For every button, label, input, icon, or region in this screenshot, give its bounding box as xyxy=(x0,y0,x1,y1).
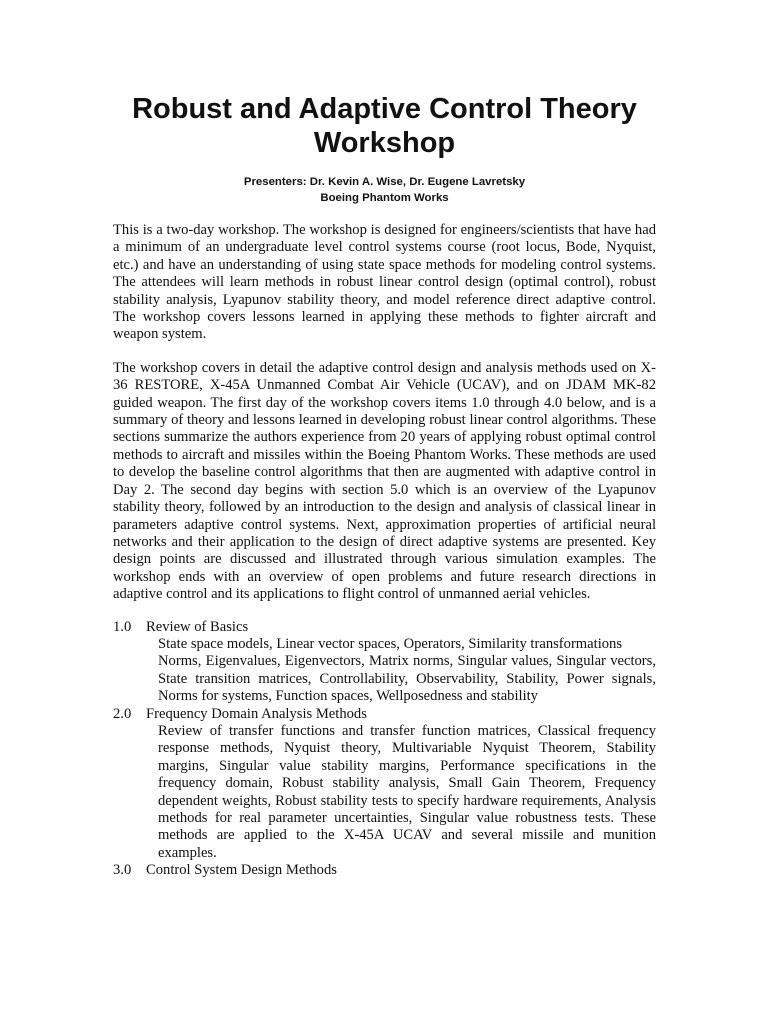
outline-item-heading xyxy=(113,706,656,723)
outline-item xyxy=(113,862,656,879)
outline-item xyxy=(113,706,656,863)
outline-item-number: 1.0 xyxy=(113,618,132,635)
outline-item-heading xyxy=(113,619,656,636)
outline-item-body: State space models, Linear vector spaces, Operators, Similarity transformations xyxy=(158,635,623,652)
affiliation-line: Boeing Phantom Works xyxy=(320,191,449,204)
outline-item-title: Control System Design Methods xyxy=(146,862,337,879)
workshop-outline xyxy=(113,619,656,880)
outline-item-title: Frequency Domain Analysis Methods xyxy=(146,705,367,722)
outline-item xyxy=(113,619,656,706)
presenters-line: Presenters: Dr. Kevin A. Wise, Dr. Eugene Lavretsky xyxy=(243,176,526,188)
presenters-block xyxy=(113,175,656,206)
overview-paragraph: The workshop covers in detail the adaptive control design and analysis methods used on X-36 RESTORE, X-45A Unmanned Combat Air Vehicle (UCAV), and on JDAM MK-82 guided weapon. The first day of the workshop covers items 1.0 through 4.0 below, and is a summary of theory and lessons learned in developing robust linear control algorithms. These sections summarize the authors experience from 20 years of applying robust optimal control methods to aircraft and missiles within the Boeing Phantom Works. These methods are used to develop the baseline control algorithms that then are augmented with adaptive control in Day 2. The second day begins with section 5.0 which is an overview of the Lyapunov stability theory, followed by an introduction to the design and analysis of classical linear in parameters adaptive control systems. Next, approximation properties of artificial neural networks and their application to the design of direct adaptive systems are presented. Key design points are discussed and illustrated through various simulation examples. The workshop ends with an overview of open problems and future research directions in adaptive control and its applications to flight control of unmanned aerial vehicles. xyxy=(113,359,656,603)
document-page xyxy=(113,90,656,880)
outline-item-number: 3.0 xyxy=(113,862,132,879)
title-line-2: Workshop xyxy=(313,127,456,159)
outline-item-body: Norms, Eigenvalues, Eigenvectors, Matrix norms, Singular values, Singular vectors, State transition matrices, Controllability, Observability, Stability, Power signals, Norms for systems, Function spaces, Wellposedness and stability xyxy=(158,653,656,705)
title-line-1: Robust and Adaptive Control Theory xyxy=(132,93,637,125)
intro-paragraph: This is a two-day workshop. The workshop is designed for engineers/scientists that have had a minimum of an undergraduate level control systems course (root locus, Bode, Nyquist, etc.) and have an understanding of using state space methods for modeling control systems. The attendees will learn methods in robust linear control design (optimal control), robust stability analysis, Lyapunov stability theory, and model reference direct adaptive control. The workshop covers lessons learned in applying these methods to fighter aircraft and weapon system. xyxy=(113,222,656,343)
outline-item-body: Review of transfer functions and transfer function matrices, Classical frequency response methods, Nyquist theory, Multivariable Nyquist Theorem, Stability margins, Singular value stability margins, Performance specifications in the frequency domain, Robust stability analysis, Small Gain Theorem, Frequency dependent weights, Robust stability tests to specify hardware requirements, Analysis methods for real parameter uncertainties, Singular value robustness tests. These methods are applied to the X-45A UCAV and several missile and munition examples. xyxy=(158,722,656,861)
outline-item-title: Review of Basics xyxy=(146,618,249,635)
outline-item-heading xyxy=(113,862,656,879)
outline-item-number: 2.0 xyxy=(113,705,132,722)
document-title xyxy=(113,90,656,160)
